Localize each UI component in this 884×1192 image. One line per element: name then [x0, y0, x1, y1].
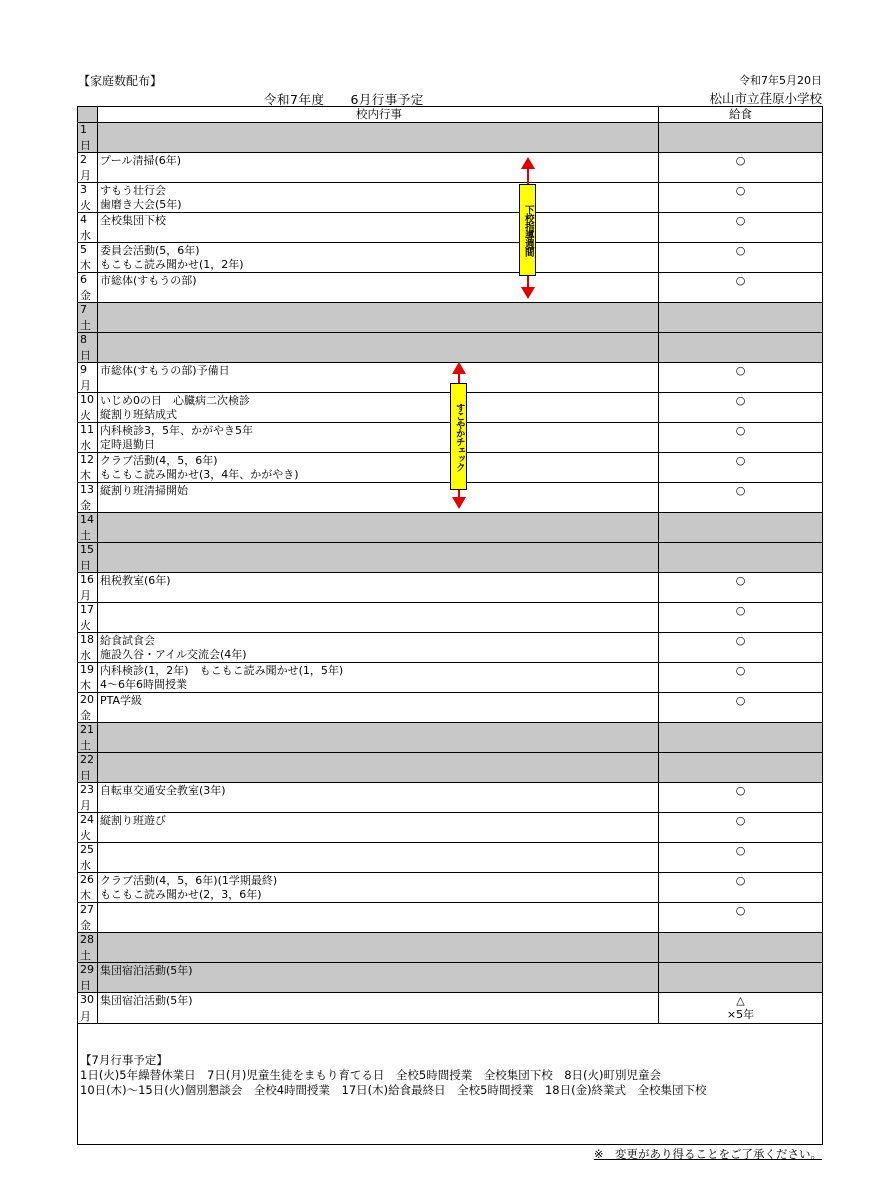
events-cell	[98, 633, 659, 662]
page-title: 令和7年度 6月行事予定	[264, 92, 424, 107]
day-cell	[78, 753, 98, 782]
header-events: 校内行事	[98, 107, 659, 122]
events-cell	[98, 603, 659, 632]
table-row	[78, 273, 822, 303]
lunch-cell	[659, 123, 822, 152]
day-number: 30	[80, 993, 94, 1006]
event-line: 租税教室(6年)	[100, 574, 171, 587]
event-line: 内科検診(1，2年) もこもこ読み聞かせ(1，5年)	[100, 664, 344, 677]
lunch-cell	[659, 933, 822, 962]
event-line: いじめ0の日 心臓病二次検診	[100, 394, 250, 407]
day-number: 2	[80, 153, 87, 166]
events-cell	[98, 363, 659, 392]
lunch-cell: ○	[735, 874, 746, 887]
day-of-week: 火	[80, 409, 91, 422]
day-cell	[78, 813, 98, 842]
events-cell	[98, 303, 659, 332]
day-cell	[78, 783, 98, 812]
day-number: 21	[80, 723, 94, 736]
events-cell	[98, 663, 659, 692]
day-cell	[78, 333, 98, 362]
table-row	[78, 153, 822, 183]
day-number: 26	[80, 873, 94, 886]
gekou-period-label	[519, 184, 536, 276]
event-line: 縦割り班遊び	[100, 814, 166, 827]
day-cell	[78, 933, 98, 962]
day-of-week: 月	[80, 169, 91, 182]
lunch-cell: ○	[735, 784, 746, 797]
day-number: 24	[80, 813, 94, 826]
events-cell	[98, 453, 659, 482]
day-number: 18	[80, 633, 94, 646]
lunch-cell: ○	[735, 154, 746, 167]
day-number: 12	[80, 453, 94, 466]
day-cell	[78, 303, 98, 332]
day-cell	[78, 153, 98, 182]
distribution-label: 【家庭数配布】	[78, 74, 163, 88]
event-line: 全校集団下校	[100, 214, 166, 227]
period-label-text: すこやかチェック	[453, 402, 465, 471]
events-cell	[98, 423, 659, 452]
table-row	[78, 813, 822, 843]
events-cell	[98, 753, 659, 782]
events-cell	[98, 813, 659, 842]
day-number: 13	[80, 483, 94, 496]
lunch-cell: ○	[735, 424, 746, 437]
lunch-cell: ○	[735, 184, 746, 197]
day-number: 19	[80, 663, 94, 676]
event-line: クラブ活動(4，5，6年)	[100, 454, 218, 467]
table-row	[78, 243, 822, 273]
day-cell	[78, 633, 98, 662]
day-of-week: 水	[80, 439, 91, 452]
day-cell	[78, 483, 98, 512]
day-number: 3	[80, 183, 87, 196]
day-cell	[78, 873, 98, 902]
event-line: 集団宿泊活動(5年)	[100, 994, 193, 1007]
lunch-cell: ○	[735, 484, 746, 497]
day-of-week: 金	[80, 709, 91, 722]
day-number: 1	[80, 123, 87, 136]
table-row	[78, 753, 822, 783]
table-row	[78, 183, 822, 213]
day-cell	[78, 573, 98, 602]
lunch-cell	[659, 513, 822, 542]
table-row	[78, 933, 822, 963]
issue-date: 令和7年5月20日	[739, 74, 822, 87]
event-line: もこもこ読み聞かせ(1，2年)	[100, 258, 244, 271]
event-line: すもう壮行会	[100, 184, 166, 197]
day-cell	[78, 543, 98, 572]
event-line: 縦割り班清掃開始	[100, 484, 188, 497]
sukoyaka-period-label	[450, 383, 467, 490]
event-line: 縦割り班結成式	[100, 408, 177, 421]
july-line-2: 10日(木)～15日(火)個別懇談会 全校4時間授業 17日(木)給食最終日 全校5時間授業 18日(金)終業式 全校集団下校	[80, 1083, 707, 1097]
day-number: 8	[80, 333, 87, 346]
event-line: 委員会活動(5，6年)	[100, 244, 200, 257]
events-cell	[98, 513, 659, 542]
day-of-week: 木	[80, 469, 91, 482]
lunch-cell: ○	[735, 814, 746, 827]
lunch-cell: ○	[735, 454, 746, 467]
events-cell	[98, 393, 659, 422]
day-of-week: 金	[80, 289, 91, 302]
day-cell	[78, 273, 98, 302]
day-cell	[78, 993, 98, 1023]
lunch-cell	[659, 723, 822, 752]
day-of-week: 月	[80, 1010, 91, 1023]
day-of-week: 金	[80, 499, 91, 512]
day-number: 6	[80, 273, 87, 286]
event-line: 定時退勤日	[100, 438, 155, 451]
day-of-week: 木	[80, 259, 91, 272]
table-row	[78, 993, 822, 1023]
table-row	[78, 693, 822, 723]
table-row	[78, 513, 822, 543]
events-cell	[98, 933, 659, 962]
lunch-cell	[659, 543, 822, 572]
events-cell	[98, 573, 659, 602]
table-row	[78, 603, 822, 633]
lunch-cell: ○	[735, 214, 746, 227]
day-cell	[78, 603, 98, 632]
day-of-week: 日	[80, 979, 91, 992]
day-cell	[78, 513, 98, 542]
table-row	[78, 633, 822, 663]
events-cell	[98, 123, 659, 152]
day-number: 11	[80, 423, 94, 436]
events-cell	[98, 183, 659, 212]
day-cell	[78, 243, 98, 272]
events-cell	[98, 213, 659, 242]
day-cell	[78, 903, 98, 932]
table-row	[78, 333, 822, 363]
events-cell	[98, 273, 659, 302]
day-of-week: 水	[80, 649, 91, 662]
day-number: 5	[80, 243, 87, 256]
events-cell	[98, 333, 659, 362]
day-of-week: 土	[80, 949, 91, 962]
day-number: 22	[80, 753, 94, 766]
day-number: 23	[80, 783, 94, 796]
lunch-cell: ○	[735, 364, 746, 377]
day-number: 28	[80, 933, 94, 946]
table-row	[78, 963, 822, 993]
lunch-cell	[659, 753, 822, 782]
day-of-week: 火	[80, 619, 91, 632]
table-row	[78, 303, 822, 333]
lunch-cell	[659, 303, 822, 332]
day-of-week: 水	[80, 859, 91, 872]
day-cell	[78, 453, 98, 482]
events-cell	[98, 963, 659, 992]
day-of-week: 月	[80, 799, 91, 812]
table-header-row	[78, 107, 822, 123]
day-of-week: 土	[80, 529, 91, 542]
events-cell	[98, 783, 659, 812]
day-number: 15	[80, 543, 94, 556]
day-cell	[78, 843, 98, 872]
events-cell	[98, 153, 659, 182]
day-number: 7	[80, 303, 87, 316]
lunch-cell: ○	[735, 844, 746, 857]
event-line: 4～6年6時間授業	[100, 678, 187, 691]
event-line: 市総体(すもうの部)予備日	[100, 364, 230, 377]
events-cell	[98, 543, 659, 572]
lunch-cell	[659, 963, 822, 992]
table-row	[78, 903, 822, 933]
event-line: 給食試食会	[100, 634, 155, 647]
day-of-week: 土	[80, 319, 91, 332]
day-of-week: 火	[80, 199, 91, 212]
day-cell	[78, 693, 98, 722]
event-line: もこもこ読み聞かせ(2，3，6年)	[100, 888, 262, 901]
lunch-cell: ○	[735, 904, 746, 917]
table-row	[78, 213, 822, 243]
day-cell	[78, 363, 98, 392]
header-day-cell	[78, 107, 98, 122]
event-line: クラブ活動(4，5，6年)(1学期最終)	[100, 874, 278, 887]
day-of-week: 日	[80, 139, 91, 152]
lunch-cell: ○	[735, 274, 746, 287]
events-cell	[98, 903, 659, 932]
schedule-table	[77, 106, 823, 1024]
lunch-cell: ○	[735, 394, 746, 407]
lunch-cell: ○	[735, 604, 746, 617]
school-name: 松山市立荏原小学校	[709, 91, 822, 106]
day-of-week: 木	[80, 889, 91, 902]
disclaimer-note: ※ 変更があり得ることをご了承ください。	[593, 1147, 822, 1161]
day-of-week: 水	[80, 229, 91, 242]
july-line-1: 1日(火)5年繰替休業日 7日(月)児童生徒をまもり育てる日 全校5時間授業 全校集団下校 8日(火)町別児童会	[80, 1068, 661, 1082]
events-cell	[98, 873, 659, 902]
event-line: もこもこ読み聞かせ(3，4年、かがやき)	[100, 468, 299, 481]
day-of-week: 土	[80, 739, 91, 752]
day-number: 14	[80, 513, 94, 526]
day-cell	[78, 963, 98, 992]
lunch-cell: ○	[735, 244, 746, 257]
day-number: 29	[80, 963, 94, 976]
event-line: 自転車交通安全教室(3年)	[100, 784, 226, 797]
table-row	[78, 543, 822, 573]
day-number: 9	[80, 363, 87, 376]
event-line: 歯磨き大会(5年)	[100, 198, 182, 211]
events-cell	[98, 843, 659, 872]
lunch-cell: ○	[735, 574, 746, 587]
lunch-cell: ○	[735, 694, 746, 707]
lunch-cell: ○	[735, 634, 746, 647]
table-row	[78, 843, 822, 873]
period-label-text: 下校指導週間	[522, 204, 534, 256]
day-of-week: 木	[80, 679, 91, 692]
day-of-week: 日	[80, 769, 91, 782]
day-number: 27	[80, 903, 94, 916]
lunch-cell	[659, 333, 822, 362]
events-cell	[98, 693, 659, 722]
events-cell	[98, 483, 659, 512]
july-schedule	[80, 1053, 707, 1098]
events-cell	[98, 993, 659, 1023]
day-number: 20	[80, 693, 94, 706]
table-row	[78, 663, 822, 693]
event-line: 施設久谷・アイル交流会(4年)	[100, 648, 247, 661]
day-of-week: 金	[80, 919, 91, 932]
day-cell	[78, 123, 98, 152]
table-row	[78, 783, 822, 813]
table-row	[78, 123, 822, 153]
event-line: 集団宿泊活動(5年)	[100, 964, 193, 977]
day-number: 25	[80, 843, 94, 856]
day-number: 17	[80, 603, 94, 616]
day-of-week: 日	[80, 349, 91, 362]
event-line: 内科検診3，5年、かがやき5年	[100, 424, 253, 437]
day-of-week: 日	[80, 559, 91, 572]
day-number: 10	[80, 393, 94, 406]
table-row	[78, 573, 822, 603]
events-cell	[98, 243, 659, 272]
day-cell	[78, 723, 98, 752]
event-line: プール清掃(6年)	[100, 154, 182, 167]
lunch-cell: ○	[735, 664, 746, 677]
day-of-week: 月	[80, 379, 91, 392]
day-of-week: 火	[80, 829, 91, 842]
day-of-week: 月	[80, 589, 91, 602]
table-row	[78, 723, 822, 753]
day-cell	[78, 183, 98, 212]
event-line: PTA学級	[100, 694, 143, 707]
day-number: 4	[80, 213, 87, 226]
table-row	[78, 873, 822, 903]
events-cell	[98, 723, 659, 752]
day-cell	[78, 423, 98, 452]
day-cell	[78, 663, 98, 692]
event-line: 市総体(すもうの部)	[100, 274, 197, 287]
july-heading: 【7月行事予定】	[80, 1053, 168, 1067]
day-cell	[78, 393, 98, 422]
lunch-cell: △ ×5年	[726, 994, 755, 1021]
header-lunch: 給食	[659, 107, 822, 122]
day-number: 16	[80, 573, 94, 586]
day-cell	[78, 213, 98, 242]
